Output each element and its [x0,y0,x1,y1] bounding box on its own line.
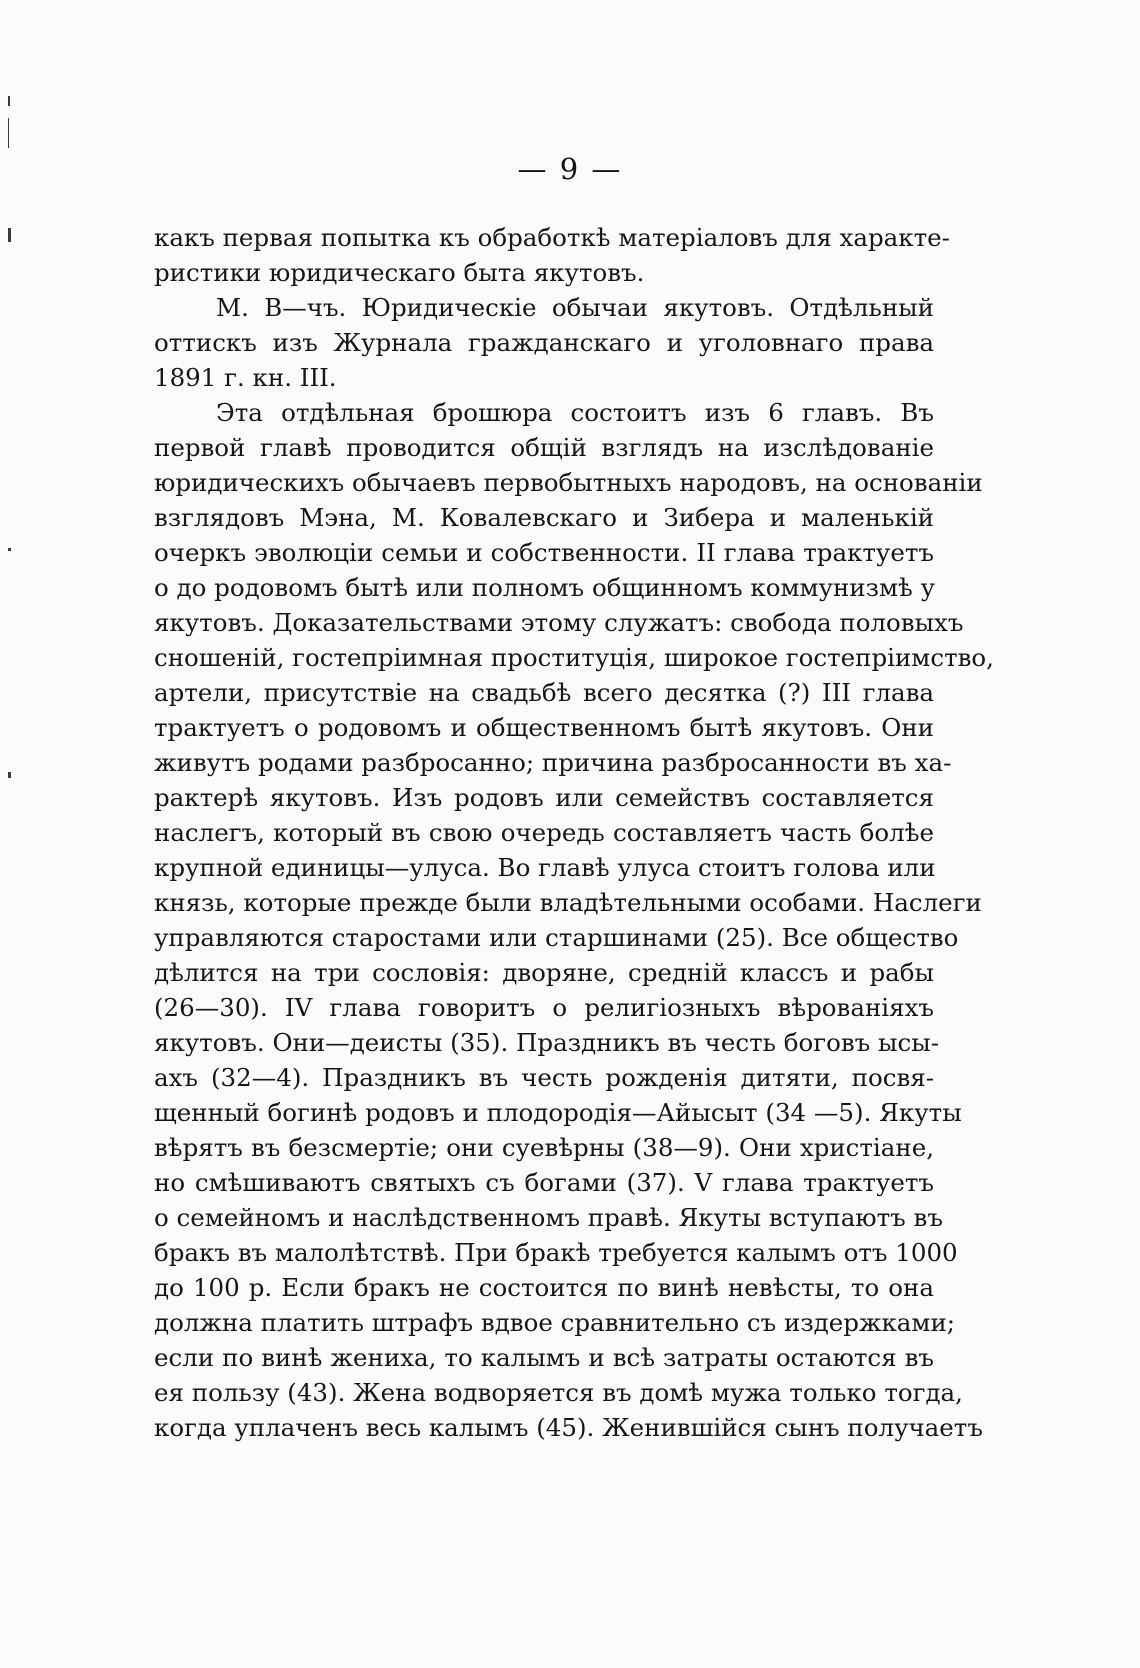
text-line: когда уплаченъ весь калымъ (45). Женившійся сынъ получаетъ [154,1413,983,1442]
text-line: очеркъ эволюціи семьи и собственности. II глава трактуетъ [154,538,934,567]
margin-tick [8,118,9,148]
margin-tick [8,228,11,242]
text-line: о до родовомъ бытѣ или полномъ общинномъ коммунизмѣ у [154,573,936,602]
text-line: якутовъ. Они—деисты (35). Праздникъ въ честь боговъ ысы- [154,1028,940,1057]
margin-tick [8,772,11,778]
text-line: дѣлится на три сословія: дворяне, средній классъ и рабы [154,958,934,987]
text-line: 1891 г. кн. III. [154,363,337,392]
text-line: крупной единицы—улуса. Во главѣ улуса стоитъ голова или [154,853,936,882]
text-line: ристики юридическаго быта якутовъ. [154,258,645,287]
text-line: какъ первая попытка къ обработкѣ матеріаловъ для характе- [154,223,950,252]
margin-tick [8,548,11,551]
text-line: первой главѣ проводится общій взглядъ на изслѣдованіе [154,433,934,462]
text-line: Эта отдѣльная брошюра состоитъ изъ 6 главъ. Въ [216,398,934,427]
text-line: вѣрятъ въ безсмертіе; они суевѣрны (38—9). Они христіане, [154,1133,934,1162]
text-line: (26—30). IV глава говоритъ о религіозныхъ вѣрованіяхъ [154,993,934,1022]
text-line: трактуетъ о родовомъ и общественномъ бытѣ якутовъ. Они [154,713,934,742]
text-line: должна платить штрафъ вдвое сравнительно съ издержками; [154,1308,956,1337]
text-line: но смѣшиваютъ святыхъ съ богами (37). V глава трактуетъ [154,1168,934,1197]
text-line: управляются старостами или старшинами (25). Все общество [154,923,959,952]
text-line: М. В—чъ. Юридическіе обычаи якутовъ. Отдѣльный [216,293,934,322]
text-line: князь, которые прежде были владѣтельными особами. Наслеги [154,888,982,917]
text-line: юридическихъ обычаевъ первобытныхъ народовъ, на основаніи [154,468,983,497]
text-line: наслегъ, который въ свою очередь составляетъ часть болѣе [154,818,934,847]
page-number: — 9 — [517,152,623,186]
margin-tick [8,96,10,106]
text-line: бракъ въ малолѣтствѣ. При бракѣ требуется калымъ отъ 1000 [154,1238,958,1267]
text-line: живутъ родами разбросанно; причина разбросанности въ ха- [154,748,952,777]
text-line: щенный богинѣ родовъ и плодородія—Айысыт (34 —5). Якуты [154,1098,962,1127]
text-line: если по винѣ жениха, то калымъ и всѣ затраты остаются въ [154,1343,934,1372]
text-line: взглядовъ Мэна, М. Ковалевскаго и Зибера и маленькій [154,503,934,532]
text-line: артели, присутствіе на свадьбѣ всего десятка (?) III глава [154,678,934,707]
text-line: оттискъ изъ Журнала гражданскаго и уголовнаго права [154,328,934,357]
text-line: до 100 р. Если бракъ не состоится по винѣ невѣсты, то она [154,1273,934,1302]
text-line: ея пользу (43). Жена водворяется въ домѣ мужа только тогда, [154,1378,963,1407]
text-line: сношеній, гостепріимная проституція, широкое гостепріимство, [154,643,994,672]
body-text [154,220,994,1445]
text-line: о семейномъ и наслѣдственномъ правѣ. Якуты вступаютъ въ [154,1203,943,1232]
text-line: якутовъ. Доказательствами этому служатъ: свобода половыхъ [154,608,964,637]
text-line: ахъ (32—4). Праздникъ въ честь рожденія дитяти, посвя- [154,1063,934,1092]
text-line: рактерѣ якутовъ. Изъ родовъ или семействъ составляется [154,783,934,812]
